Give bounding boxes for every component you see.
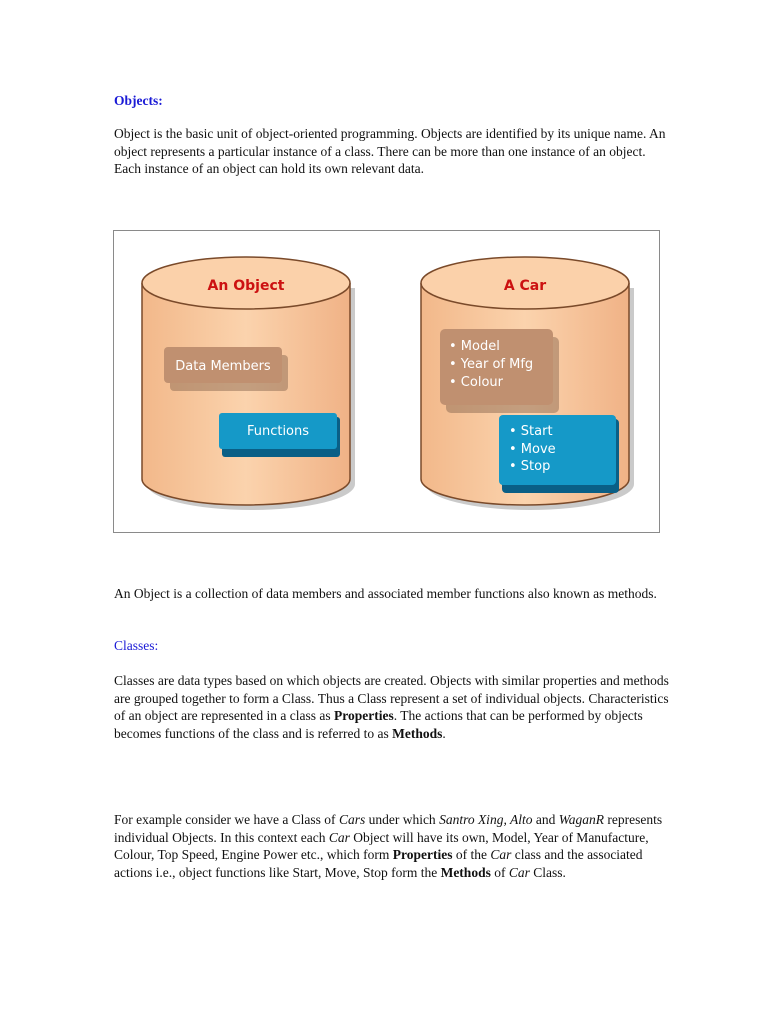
- car-method-start: • Start: [509, 424, 553, 439]
- functions-label: Functions: [246, 424, 310, 439]
- data-members-label: Data Members: [175, 359, 271, 374]
- properties-term: Properties: [334, 708, 394, 723]
- diagram-svg: [114, 231, 661, 534]
- example-paragraph: For example consider we have a Class of Cars under which Santro Xing, Alto and WaganR represents individual Objects. In this context each Car Object will have its own, Model, Year of Manufacture, Colour, Top Speed, Engine Power etc., which form Properties of the Car class and the associated actions i.e., object functions like Start, Move, Stop form the Methods of Car Class.: [114, 812, 663, 880]
- classes-heading: Classes:: [114, 638, 159, 653]
- object-definition: An Object is a collection of data members and associated member functions also known as methods.: [114, 586, 657, 601]
- left-cylinder: [142, 257, 355, 510]
- classes-paragraph: Classes are data types based on which objects are created. Objects with similar properties and methods are grouped together to form a Class. Thus a Class represent a set of individual objects. Characteristics of an object are represented in a class as Properties. The actions that can be performed by objects becomes functions of the class and is referred to as Methods.: [114, 673, 669, 741]
- right-cylinder: [421, 257, 634, 510]
- left-cylinder-title: An Object: [207, 278, 285, 294]
- object-diagram: [113, 230, 660, 533]
- objects-heading: Objects:: [114, 93, 163, 108]
- car-attribute-colour: • Colour: [449, 375, 503, 390]
- right-cylinder-title: A Car: [503, 278, 547, 294]
- car-attribute-model: • Model: [449, 339, 500, 354]
- objects-paragraph: Object is the basic unit of object-oriented programming. Objects are identified by its unique name. An object represents a particular instance of a class. There can be more than one instance of an object. Each instance of an object can hold its own relevant data.: [114, 126, 666, 176]
- car-method-move: • Move: [509, 442, 556, 457]
- car-attribute-year: • Year of Mfg: [449, 357, 534, 372]
- car-method-stop: • Stop: [509, 459, 551, 474]
- methods-term: Methods: [392, 725, 443, 741]
